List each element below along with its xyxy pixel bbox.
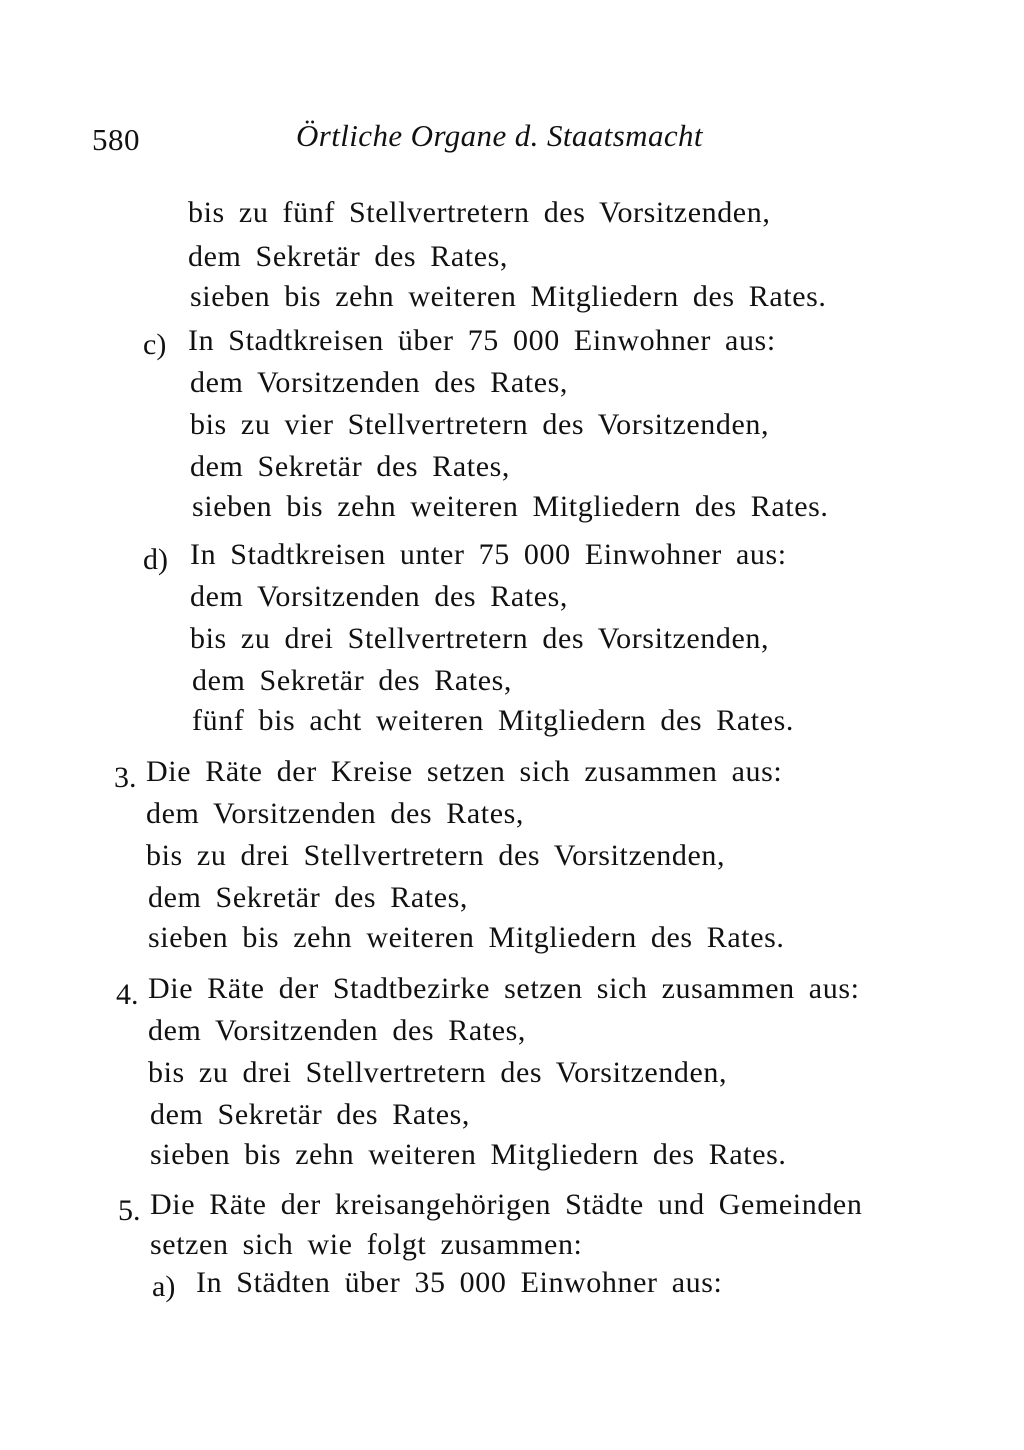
text-line: bis zu vier Stellvertretern des Vorsitzenden,	[190, 408, 770, 441]
text-line: dem Sekretär des Rates,	[188, 240, 509, 273]
text-line: In Stadtkreisen unter 75 000 Einwohner aus:	[190, 538, 787, 571]
text-line: sieben bis zehn weiteren Mitgliedern des Rates.	[190, 280, 827, 313]
text-line: dem Vorsitzenden des Rates,	[146, 797, 525, 830]
text-line: In Stadtkreisen über 75 000 Einwohner aus:	[188, 324, 776, 357]
text-line: Die Räte der Kreise setzen sich zusammen aus:	[146, 755, 783, 788]
text-line: dem Vorsitzenden des Rates,	[190, 366, 569, 399]
text-line: sieben bis zehn weiteren Mitgliedern des Rates.	[148, 921, 785, 954]
text-line: dem Sekretär des Rates,	[190, 450, 511, 483]
text-line: sieben bis zehn weiteren Mitgliedern des Rates.	[150, 1138, 787, 1171]
section-number-5: 5.	[118, 1194, 141, 1227]
text-line: dem Vorsitzenden des Rates,	[148, 1014, 527, 1047]
running-title: Örtliche Organe d. Staatsmacht	[296, 118, 703, 153]
text-line: bis zu drei Stellvertretern des Vorsitzenden,	[146, 839, 726, 872]
text-line: sieben bis zehn weiteren Mitgliedern des Rates.	[192, 490, 829, 523]
list-marker-d: d)	[143, 543, 168, 576]
text-line: dem Sekretär des Rates,	[192, 664, 513, 697]
text-line: fünf bis acht weiteren Mitgliedern des Rates.	[192, 704, 795, 737]
list-marker-a: a)	[152, 1270, 176, 1303]
text-line: bis zu drei Stellvertretern des Vorsitzenden,	[148, 1056, 728, 1089]
text-line: In Städten über 35 000 Einwohner aus:	[196, 1266, 723, 1299]
page-number: 580	[92, 122, 140, 157]
section-number-4: 4.	[116, 978, 139, 1011]
text-line: setzen sich wie folgt zusammen:	[150, 1228, 583, 1261]
text-line: dem Vorsitzenden des Rates,	[190, 580, 569, 613]
text-line: dem Sekretär des Rates,	[148, 881, 469, 914]
text-line: bis zu drei Stellvertretern des Vorsitzenden,	[190, 622, 770, 655]
text-line: dem Sekretär des Rates,	[150, 1098, 471, 1131]
list-marker-c: c)	[143, 328, 167, 361]
page-header	[92, 118, 852, 168]
text-line: Die Räte der kreisangehörigen Städte und Gemeinden	[150, 1188, 863, 1221]
text-line: Die Räte der Stadtbezirke setzen sich zusammen aus:	[148, 972, 860, 1005]
section-number-3: 3.	[114, 761, 137, 794]
text-line: bis zu fünf Stellvertretern des Vorsitzenden,	[188, 196, 771, 229]
